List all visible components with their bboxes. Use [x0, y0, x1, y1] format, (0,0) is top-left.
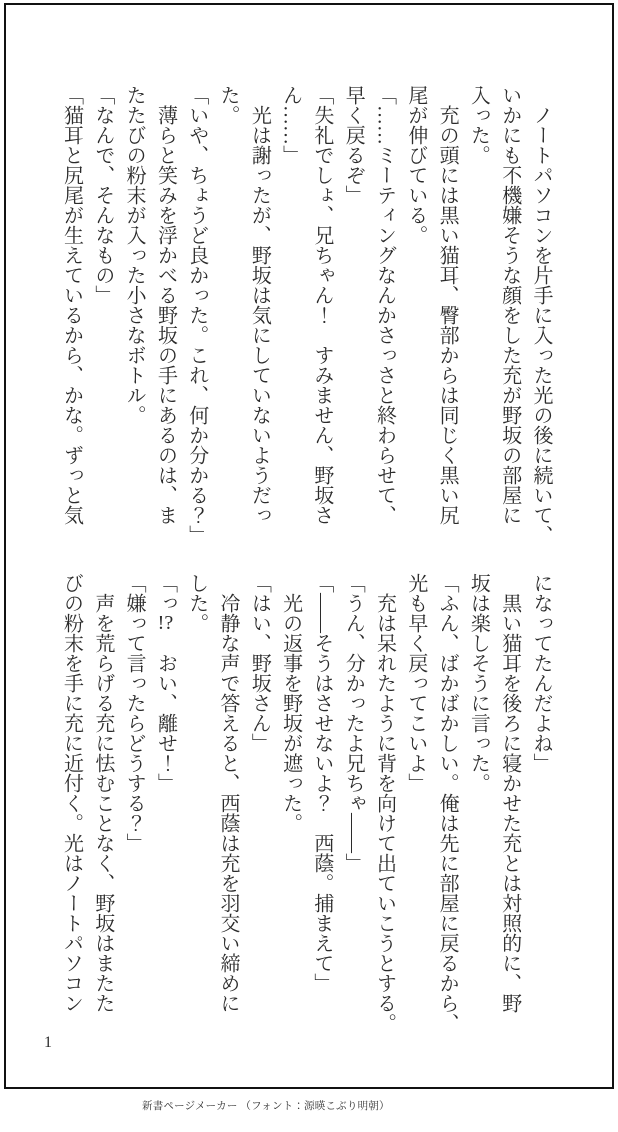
text-line: 尾が伸びている。	[404, 85, 427, 245]
text-line: 冷静な声で答えると、西蔭は充を羽交い締めに	[217, 573, 240, 1013]
text-line: 光も早く戻ってこいよ」	[404, 573, 427, 793]
text-line: 入った。	[467, 85, 490, 165]
text-line: 「……ミーティングなんかさっさと終わらせて、	[373, 85, 396, 525]
page-number: 1	[44, 1034, 52, 1051]
text-line: 「猫耳と尻尾が生えているから、かな。ずっと気	[60, 85, 83, 525]
text-line: 声を荒らげる充に怯むことなく、野坂はまたた	[91, 573, 114, 1013]
text-line: 薄らと笑みを浮かべる野坂の手にあるのは、ま	[154, 85, 177, 525]
text-line: 「いや、ちょうど良かった。これ、何か分かる？」	[185, 85, 208, 545]
text-line: 光の返事を野坂が遮った。	[279, 573, 302, 833]
text-line: 「っ!? おい、離せ！」	[154, 573, 177, 793]
text-line: 黒い猫耳を後ろに寝かせた充とは対照的に、野	[498, 573, 521, 1013]
text-line: 「ふん、ばかばかしい。俺は先に部屋に戻るから、	[436, 573, 459, 1033]
text-line: いかにも不機嫌そうな顔をした充が野坂の部屋に	[498, 85, 521, 525]
text-line: した。	[185, 573, 208, 633]
text-line: 坂は楽しそうに言った。	[467, 573, 490, 793]
tatechuyoko-exclamation-question: !?	[157, 613, 174, 633]
generator-caption: 新書ページメーカー （フォント：源暎こぶり明朝）	[142, 1101, 390, 1112]
text-line: 「なんで、そんなもの」	[91, 85, 114, 305]
text-line: た。	[217, 85, 240, 125]
text-line: 「うん、分かったよ兄ちゃ――」	[342, 573, 365, 873]
text-line: たたびの粉末が入った小さなボトル。	[123, 85, 146, 425]
text-line: 「嫌って言ったらどうする？」	[123, 573, 146, 853]
text-line: 「はい、野坂さん」	[248, 573, 271, 753]
text-line: 光は謝ったが、野坂は気にしていないようだっ	[248, 85, 271, 525]
text-line: びの粉末を手に充に近付く。光はノートパソコン	[60, 573, 83, 1013]
text-line: 早く戻るぞ」	[342, 85, 365, 205]
text-line: になってたんだよね」	[530, 573, 552, 773]
text-block-lower	[55, 573, 556, 1043]
text-line: ノートパソコンを片手に入った光の後に続いて、	[530, 85, 552, 545]
text-line: 充は呆れたように背を向けて出ていこうとする。	[373, 573, 396, 1033]
text-line: ん……」	[279, 85, 302, 165]
text-block-upper	[55, 85, 556, 555]
text-line: 「失礼でしょ、兄ちゃん！ すみません、野坂さ	[310, 85, 333, 525]
text-line: 充の頭には黒い猫耳、臀部からは同じく黒い尻	[436, 85, 459, 525]
text-line: 「――そうはさせないよ？ 西蔭。捕まえて」	[310, 573, 333, 993]
